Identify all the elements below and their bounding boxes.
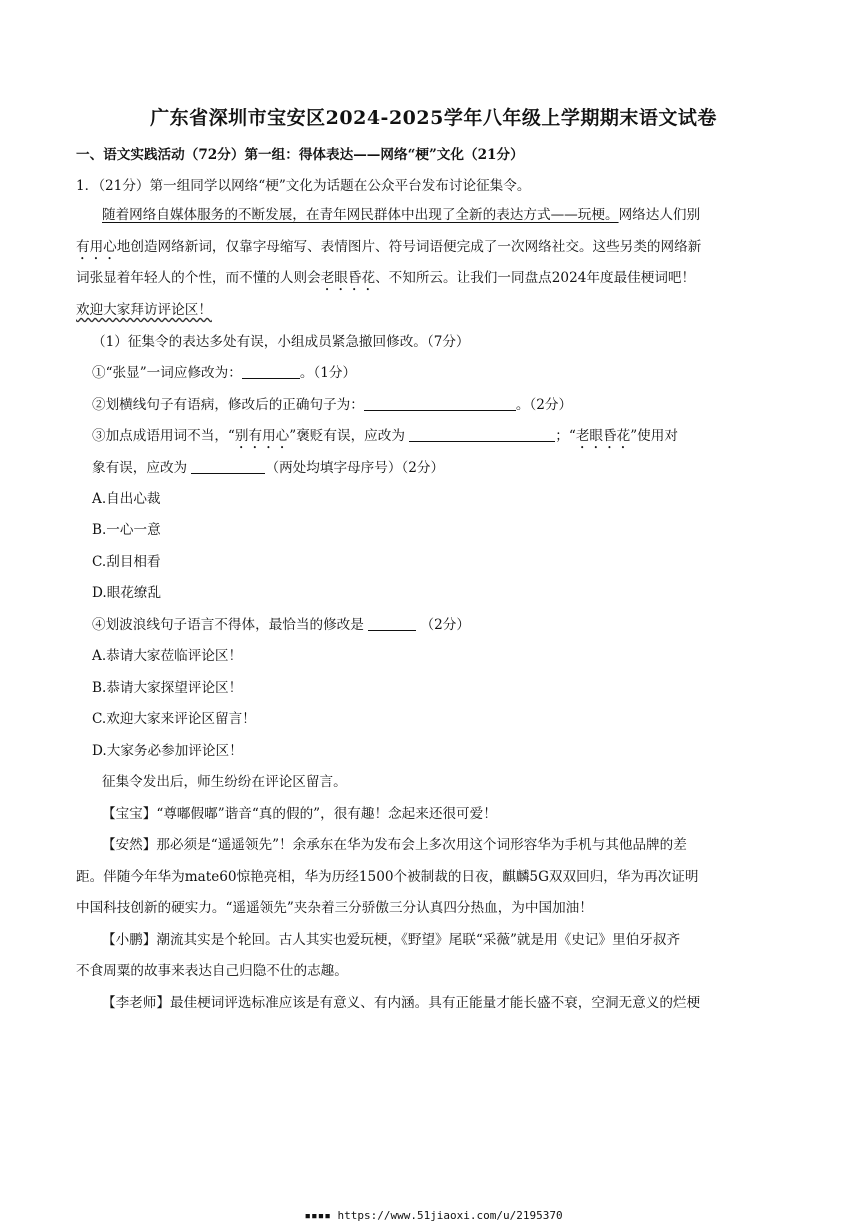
answer-blank-5[interactable] [368, 616, 416, 631]
option-1d: D.眼花缭乱 [92, 585, 162, 601]
passage-line-4 [76, 300, 836, 320]
option-1a: A.自出心裁 [92, 491, 161, 507]
comment-baobao: 【宝宝】“尊嘟假嘟”谐音“真的假的”，很有趣！念起来还很可爱！ [102, 806, 497, 822]
answer-blank-4[interactable] [191, 459, 265, 474]
option-2c: C.欢迎大家来评论区留言！ [92, 711, 256, 727]
underlined-sentence: 随着网络自媒体服务的不断发展，在青年网民群体中出现了全新的表达方式——玩梗。 [102, 207, 619, 223]
option-2d: D.大家务必参加评论区！ [92, 743, 243, 759]
comment-teacher-1: 【李老师】最佳梗词评选标准应该是有意义、有内涵。具有正能量才能长盛不衰，空洞无意义的烂梗 [102, 995, 701, 1011]
dotted-idiom-2: 老眼昏花 [320, 270, 376, 286]
section-heading: 一、语文实践活动（72分）第一组：得体表达——网络“梗”文化（21分） [76, 147, 524, 163]
footer-url[interactable]: ▪▪▪▪ https://www.51jiaoxi.com/u/2195370 [304, 1209, 563, 1222]
comment-anran-1: 【安然】那必须是“遥遥领先”！余承东在华为发布会上多次用这个词形容华为手机与其他品牌的差 [102, 837, 687, 853]
sub-question-1: （1）征集令的表达多处有误，小组成员紧急撤回修改。（7分） [92, 334, 470, 350]
item-1: ①“张显”一词应修改为： 。（1分） [92, 365, 357, 381]
page-title: 广东省深圳市宝安区2024-2025学年八年级上学期期末语文试卷 [150, 107, 717, 129]
passage-line-3: 词张显着年轻人的个性，而不懂的人则会老眼昏花、不知所云。让我们一同盘点2024年度最佳梗词吧！ [76, 270, 696, 286]
comment-anran-2: 距。伴随今年华为mate60惊艳亮相，华为历经1500个被制裁的日夜，麒麟5G双双回归，华为再次证明 [76, 869, 699, 885]
passage-line-2: 有用心地创造网络新词，仅靠字母缩写、表情图片、符号词语便完成了一次网络社交。这些另类的网络新 [76, 239, 702, 255]
option-1c: C.刮目相看 [92, 554, 161, 570]
passage-line-1: 随着网络自媒体服务的不断发展，在青年网民群体中出现了全新的表达方式——玩梗。网络达人们别 [102, 207, 701, 223]
item-3-cont: 象有误，应改为 （两处均填字母序号）（2分） [92, 460, 445, 476]
comment-anran-3: 中国科技创新的硬实力。“遥遥领先”夹杂着三分骄傲三分认真四分热血，为中国加油！ [76, 900, 593, 916]
answer-blank-3[interactable] [409, 427, 555, 442]
item-2: ②划横线句子有语病，修改后的正确句子为： 。（2分） [92, 397, 573, 413]
question-1-intro: 1．（21分）第一组同学以网络“梗”文化为话题在公众平台发布讨论征集令。 [76, 178, 531, 194]
option-1b: B.一心一意 [92, 522, 161, 538]
answer-blank-1[interactable] [242, 364, 300, 379]
option-2a: A.恭请大家莅临评论区！ [92, 648, 243, 664]
wavy-sentence: 欢迎大家拜访评论区！ [76, 302, 212, 318]
dotted-idiom-1: 有用心 [76, 239, 117, 255]
comment-xiaopeng-2: 不食周粟的故事来表达自己归隐不仕的志趣。 [76, 963, 348, 979]
item-3: ③加点成语用词不当，“别有用心”褒贬有误，应改为 ；“老眼昏花”使用对 [92, 428, 678, 444]
after-text: 征集令发出后，师生纷纷在评论区留言。 [102, 774, 347, 790]
item-4: ④划波浪线句子语言不得体，最恰当的修改是 （2分） [92, 617, 470, 633]
comment-xiaopeng-1: 【小鹏】潮流其实是个轮回。古人其实也爱玩梗，《野望》尾联“采薇”就是用《史记》里伯牙叔齐 [102, 932, 681, 948]
option-2b: B.恭请大家探望评论区！ [92, 680, 243, 696]
answer-blank-2[interactable] [364, 396, 516, 411]
